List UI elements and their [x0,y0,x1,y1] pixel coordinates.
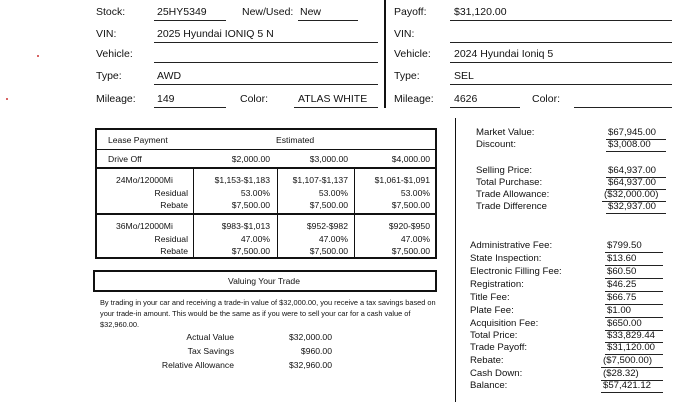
lease-title: Lease Payment [108,135,168,145]
payoff-value: $31,120.00 [454,6,507,18]
type-underline [154,84,378,85]
balance-underline [601,392,663,393]
rebate-24-1: $7,500.00 [231,200,270,210]
trade-allowance-label: Trade Allowance: [476,189,550,200]
trade-paragraph-3: $32,960.00. [100,320,140,329]
trade-type-label: Type: [394,70,420,82]
payment-36-1: $983-$1,013 [221,221,270,231]
newused-underline [298,20,358,21]
residual-24-1: 53.00% [240,188,270,198]
state-inspection: $13.60 [607,253,637,264]
market-value: $67,945.00 [608,127,657,138]
discount-value: $3,008.00 [608,139,651,150]
stock-underline [154,20,226,21]
trade-divider [455,118,456,402]
cash-down: ($28.32) [603,368,639,379]
trade-paragraph-2: your trade-in amount. This would be the same as if you were to sell your car for a cash value of [100,309,411,318]
trade-difference-label: Trade Difference [476,201,547,212]
registration-label: Registration: [470,279,524,290]
drive-off-2: $3,000.00 [309,154,348,164]
plate-fee: $1.00 [607,305,632,316]
rebate-fee-label: Rebate: [470,355,504,366]
registration: $46.25 [607,279,637,290]
type-label: Type: [96,70,122,82]
market-value-label: Market Value: [476,127,535,138]
newused-value: New [300,6,322,18]
scan-speck [37,55,39,57]
balance-label: Balance: [470,380,508,391]
lease-header-rule [96,149,436,150]
tax-savings-label: Tax Savings [187,346,234,356]
rebate-label: Rebate [160,200,188,210]
payoff-label: Payoff: [394,6,427,18]
title-fee-label: Title Fee: [470,292,510,303]
col-rule-3 [354,168,355,258]
selling-price-label: Selling Price: [476,165,532,176]
residual-label: Residual [154,188,188,198]
trade-difference-underline [606,213,666,214]
total-price-label: Total Price: [470,330,518,341]
drive-off-3: $4,000.00 [391,154,430,164]
trade-title: Valuing Your Trade [228,276,300,286]
scan-speck [6,98,8,100]
rebate-36-3: $7,500.00 [391,246,430,256]
state-inspection-label: State Inspection: [470,253,542,264]
lease-estimated: Estimated [276,135,315,145]
residual-36-3: 47.00% [400,234,430,244]
block-rule [96,213,436,215]
payment-24-1: $1,153-$1,183 [214,175,270,185]
acquisition-fee-label: Acquisition Fee: [470,318,539,329]
tax-savings: $960.00 [300,346,332,356]
residual-36-1: 47.00% [240,234,270,244]
newused-label: New/Used: [242,6,294,18]
residual-36-2: 47.00% [318,234,348,244]
rebate-label: Rebate [160,246,188,256]
admin-fee-label: Administrative Fee: [470,240,553,251]
discount-label: Discount: [476,139,516,150]
residual-24-2: 53.00% [318,188,348,198]
trade-color-underline [574,107,672,108]
total-price: $33,829.44 [607,330,656,341]
trade-mileage-label: Mileage: [394,93,434,105]
type-value: AWD [157,70,182,82]
rebate-24-2: $7,500.00 [309,200,348,210]
cash-down-label: Cash Down: [470,368,523,379]
vin-underline [154,42,378,43]
selling-price: $64,937.00 [608,165,657,176]
stock-label: Stock: [96,6,126,18]
vehicle-label: Vehicle: [96,48,133,60]
trade-type-value: SEL [454,70,474,82]
col-rule-1 [193,168,194,258]
term-36: 36Mo/12000Mi [116,221,173,231]
rebate-36-1: $7,500.00 [231,246,270,256]
payment-36-3: $920-$950 [388,221,430,231]
trade-mileage-underline [450,107,520,108]
vehicle-underline [154,62,378,63]
trade-vehicle-underline [450,62,672,63]
term-24: 24Mo/12000Mi [116,175,173,185]
drive-off-rule [96,167,436,169]
acquisition-fee: $650.00 [607,318,642,329]
rebate-24-3: $7,500.00 [391,200,430,210]
color-underline [294,107,378,108]
trade-paragraph-1: By trading in your car and receiving a trade-in value of $32,000.00, you receive a tax savings based on [100,298,436,307]
trade-difference: $32,937.00 [608,201,657,212]
header-divider [384,0,386,108]
mileage-label: Mileage: [96,93,136,105]
drive-off-1: $2,000.00 [231,154,270,164]
plate-fee-label: Plate Fee: [470,305,514,316]
payoff-underline [450,20,672,21]
title-fee: $66.75 [607,292,637,303]
electronic-filing: $60.50 [607,266,637,277]
rebate-fee: ($7,500.00) [603,355,653,366]
admin-fee: $799.50 [607,240,642,251]
trade-color-label: Color: [532,93,561,105]
mileage-value: 149 [157,93,175,105]
trade-type-underline [450,84,672,85]
trade-payoff: $31,120.00 [607,342,656,353]
color-value: ATLAS WHITE [298,93,368,105]
trade-vin-label: VIN: [394,28,415,40]
vin-value: 2025 Hyundai IONIQ 5 N [157,28,274,40]
residual-24-3: 53.00% [400,188,430,198]
color-label: Color: [240,93,269,105]
trade-allowance: ($32,000.00) [604,189,659,200]
payment-24-2: $1,107-$1,137 [292,175,348,185]
relative-allowance: $32,960.00 [288,360,332,370]
total-purchase-label: Total Purchase: [476,177,543,188]
electronic-filing-label: Electronic Filling Fee: [470,266,562,277]
residual-label: Residual [154,234,188,244]
stock-value: 25HY5349 [157,6,207,18]
vin-label: VIN: [96,28,117,40]
drive-off-label: Drive Off [108,154,142,164]
actual-value: $32,000.00 [288,332,332,342]
total-purchase: $64,937.00 [608,177,657,188]
balance: $57,421.12 [603,380,652,391]
rebate-36-2: $7,500.00 [309,246,348,256]
discount-underline [606,151,666,152]
trade-vin-underline [450,42,672,43]
relative-allowance-label: Relative Allowance [161,360,234,370]
trade-vehicle-label: Vehicle: [394,48,431,60]
actual-value-label: Actual Value [186,332,234,342]
mileage-underline [154,107,226,108]
trade-payoff-label: Trade Payoff: [470,342,528,353]
trade-vehicle-value: 2024 Hyundai Ioniq 5 [454,48,554,60]
payment-24-3: $1,061-$1,091 [374,175,430,185]
payment-36-2: $952-$982 [306,221,348,231]
trade-mileage-value: 4626 [454,93,478,105]
